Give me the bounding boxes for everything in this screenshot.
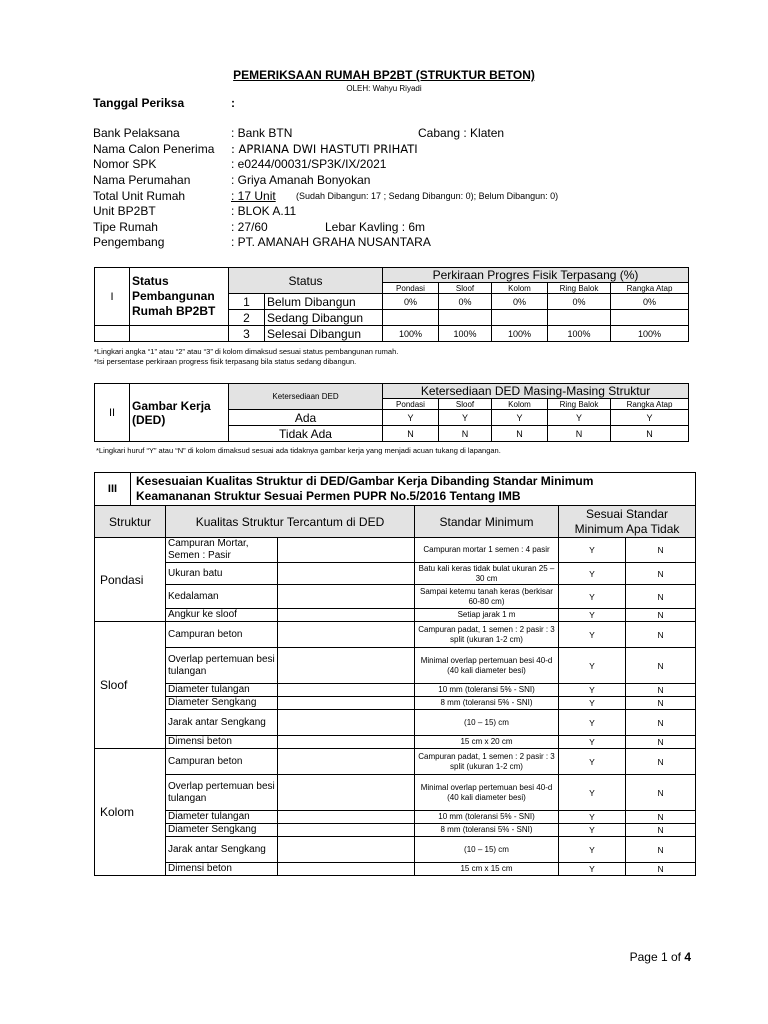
sesuai-option-y[interactable]: Y [559, 563, 626, 585]
total-unit-label: Total Unit Rumah [93, 189, 186, 203]
status-number[interactable]: 3 [229, 326, 265, 342]
struktur-group-pondasi: Pondasi [95, 538, 166, 622]
sesuai-option-y[interactable]: Y [559, 585, 626, 609]
kualitas-item-label: Campuran beton [166, 622, 278, 648]
pengembang-value: : PT. AMANAH GRAHA NUSANTARA [231, 235, 431, 249]
column-sloof: Sloof [439, 283, 492, 294]
sesuai-option-n[interactable]: N [626, 837, 696, 863]
page-title: PEMERIKSAAN RUMAH BP2BT (STRUKTUR BETON) [233, 68, 535, 82]
standar-minimum-value: Campuran padat, 1 semen : 2 pasir : 3 split (ukuran 1-2 cm) [415, 622, 559, 648]
standar-minimum-value: 15 cm x 15 cm [415, 863, 559, 876]
section-3-number: III [95, 473, 131, 506]
kualitas-item-label: Jarak antar Sengkang [166, 837, 278, 863]
kualitas-item-label: Angkur ke sloof [166, 609, 278, 622]
progress-cell[interactable] [383, 310, 439, 326]
standar-minimum-value: (10 – 15) cm [415, 837, 559, 863]
section-1-title: Status Pembangunan Rumah BP2BT [130, 268, 229, 326]
standar-minimum-value: 8 mm (toleransi 5% - SNI) [415, 697, 559, 710]
nomor-spk-value: : e0244/00031/SP3K/IX/2021 [231, 157, 387, 171]
status-label: Belum Dibangun [265, 294, 383, 310]
struktur-row [95, 609, 696, 622]
sesuai-option-y[interactable]: Y [559, 863, 626, 876]
progress-cell: 0% [439, 294, 492, 310]
ded-option[interactable]: N [492, 426, 548, 442]
column-pondasi: Pondasi [383, 399, 439, 410]
struktur-row [95, 563, 696, 585]
sesuai-option-y[interactable]: Y [559, 609, 626, 622]
kualitas-ded-input[interactable] [278, 563, 415, 585]
tanggal-periksa-label: Tanggal Periksa [93, 96, 185, 110]
ded-option[interactable]: Y [492, 410, 548, 426]
sesuai-option-y[interactable]: Y [559, 811, 626, 824]
sesuai-option-y[interactable]: Y [559, 837, 626, 863]
ded-option[interactable]: N [383, 426, 439, 442]
tipe-rumah-label: Tipe Rumah [93, 220, 158, 234]
struktur-row [95, 824, 696, 837]
kualitas-ded-input[interactable] [278, 837, 415, 863]
sesuai-option-n[interactable]: N [626, 736, 696, 749]
standar-minimum-value: Minimal overlap pertemuan besi 40-d (40 kali diameter besi) [415, 775, 559, 811]
kualitas-ded-input[interactable] [278, 684, 415, 697]
progress-cell[interactable] [611, 310, 689, 326]
kualitas-item-label: Campuran Mortar, Semen : Pasir [166, 538, 278, 563]
page-total: 4 [684, 950, 691, 964]
struktur-row [95, 538, 696, 563]
struktur-row [95, 811, 696, 824]
nama-perumahan-value: : Griya Amanah Bonyokan [231, 173, 371, 187]
section-3-title-line-1: Kesesuaian Kualitas Struktur di DED/Gambar Kerja Dibanding Standar Minimum [136, 474, 594, 488]
ded-option[interactable]: Y [383, 410, 439, 426]
ded-option[interactable]: Y [548, 410, 611, 426]
kualitas-header: Kualitas Struktur Tercantum di DED [166, 506, 415, 538]
sesuai-option-y[interactable]: Y [559, 684, 626, 697]
kualitas-ded-input[interactable] [278, 697, 415, 710]
unit-bp2bt-value: : BLOK A.11 [231, 204, 297, 218]
kualitas-ded-input[interactable] [278, 585, 415, 609]
kualitas-item-label: Campuran beton [166, 749, 278, 775]
sesuai-option-n[interactable]: N [626, 775, 696, 811]
progress-cell: 0% [492, 294, 548, 310]
standar-minimum-value: Batu kali keras tidak bulat ukuran 25 – 30 cm [415, 563, 559, 585]
sesuai-option-y[interactable]: Y [559, 749, 626, 775]
column-rangka-atap: Rangka Atap [611, 283, 689, 294]
ded-ada-label: Ada [229, 410, 383, 426]
page-number [630, 950, 691, 964]
status-number[interactable]: 2 [229, 310, 265, 326]
nomor-spk-label: Nomor SPK [93, 157, 157, 171]
tipe-rumah-value: : 27/60 [231, 220, 268, 234]
section-1-number: I [95, 268, 130, 326]
section-2-note: *Lingkari huruf “Y” atau “N” di kolom dimaksud sesuai ada tidaknya gambar kerja yang menjadi acuan tukang di lapangan. [96, 446, 501, 455]
status-pembangunan-table [94, 267, 689, 342]
ded-option[interactable]: Y [439, 410, 492, 426]
standar-minimum-value: Campuran padat, 1 semen : 2 pasir : 3 split (ukuran 1-2 cm) [415, 749, 559, 775]
sesuai-option-n[interactable]: N [626, 609, 696, 622]
column-pondasi: Pondasi [383, 283, 439, 294]
struktur-row [95, 697, 696, 710]
column-ring-balok: Ring Balok [548, 283, 611, 294]
struktur-row [95, 710, 696, 736]
section-1-note-2: *Isi persentase perkiraan progress fisik terpasang bila status sedang dibangun. [94, 357, 357, 366]
kualitas-ded-input[interactable] [278, 710, 415, 736]
ded-tidak-ada-label: Tidak Ada [229, 426, 383, 442]
kualitas-ded-input[interactable] [278, 824, 415, 837]
page-prefix: Page 1 of [629, 950, 685, 964]
section-2-title: Gambar Kerja (DED) [130, 384, 229, 442]
ded-option[interactable]: Y [611, 410, 689, 426]
kualitas-ded-input[interactable] [278, 749, 415, 775]
progress-cell: 100% [492, 326, 548, 342]
kualitas-ded-input[interactable] [278, 736, 415, 749]
sesuai-option-y[interactable]: Y [559, 775, 626, 811]
standar-minimum-value: 8 mm (toleransi 5% - SNI) [415, 824, 559, 837]
kualitas-item-label: Ukuran batu [166, 563, 278, 585]
section-1-note-1: *Lingkari angka “1” atau “2” atau “3” di kolom dimaksud sesuai status pembangunan rumah. [94, 347, 399, 356]
progress-cell[interactable] [492, 310, 548, 326]
progress-cell: 0% [383, 294, 439, 310]
sesuai-option-n[interactable]: N [626, 622, 696, 648]
bank-pelaksana-value: : Bank BTN [231, 126, 293, 140]
sesuai-option-n[interactable]: N [626, 811, 696, 824]
standar-minimum-value: 15 cm x 20 cm [415, 736, 559, 749]
ded-option[interactable]: N [548, 426, 611, 442]
gambar-kerja-table [94, 383, 689, 442]
lebar-kavling-value: Lebar Kavling : 6m [325, 220, 426, 234]
struktur-row [95, 648, 696, 684]
sesuai-option-y[interactable]: Y [559, 710, 626, 736]
unit-bp2bt-label: Unit BP2BT [93, 204, 156, 218]
struktur-row [95, 736, 696, 749]
struktur-row [95, 585, 696, 609]
column-sloof: Sloof [439, 399, 492, 410]
progress-cell: 100% [439, 326, 492, 342]
sesuai-option-y[interactable]: Y [559, 538, 626, 563]
kualitas-ded-input[interactable] [278, 538, 415, 563]
progress-cell: 100% [383, 326, 439, 342]
kualitas-item-label: Diameter tulangan [166, 811, 278, 824]
struktur-row [95, 863, 696, 876]
struktur-row [95, 837, 696, 863]
struktur-group-sloof: Sloof [95, 622, 166, 749]
bank-pelaksana-label: Bank Pelaksana [93, 126, 180, 140]
column-kolom: Kolom [492, 283, 548, 294]
kualitas-item-label: Diameter tulangan [166, 684, 278, 697]
ded-option[interactable]: N [439, 426, 492, 442]
struktur-group-kolom: Kolom [95, 749, 166, 876]
sesuai-option-y[interactable]: Y [559, 736, 626, 749]
ded-header: Ketersediaan DED [229, 384, 383, 410]
struktur-row [95, 775, 696, 811]
progress-cell[interactable] [548, 310, 611, 326]
total-unit-value: : 17 Unit [231, 189, 276, 203]
nama-calon-penerima-label: Nama Calon Penerima [93, 142, 215, 156]
sesuai-option-n[interactable]: N [626, 749, 696, 775]
progress-cell: 100% [548, 326, 611, 342]
status-label: Selesai Dibangun [265, 326, 383, 342]
sesuai-option-y[interactable]: Y [559, 622, 626, 648]
struktur-header: Struktur [95, 506, 166, 538]
kualitas-ded-input[interactable] [278, 863, 415, 876]
ded-struktur-header: Ketersediaan DED Masing-Masing Struktur [383, 384, 689, 399]
sesuai-option-n[interactable]: N [626, 824, 696, 837]
struktur-row [95, 749, 696, 775]
standar-minimum-value: Campuran mortar 1 semen : 4 pasir [415, 538, 559, 563]
standar-minimum-value: Setiap jarak 1 m [415, 609, 559, 622]
sesuai-option-n[interactable]: N [626, 863, 696, 876]
section-2-number: II [95, 384, 130, 442]
kualitas-ded-input[interactable] [278, 648, 415, 684]
nama-perumahan-label: Nama Perumahan [93, 173, 191, 187]
pengembang-label: Pengembang [93, 235, 165, 249]
kualitas-item-label: Diameter Sengkang [166, 697, 278, 710]
progress-cell: 0% [611, 294, 689, 310]
sesuai-option-n[interactable]: N [626, 585, 696, 609]
sesuai-option-n[interactable]: N [626, 697, 696, 710]
sesuai-option-n[interactable]: N [626, 648, 696, 684]
sesuai-option-y[interactable]: Y [559, 648, 626, 684]
kualitas-item-label: Overlap pertemuan besi tulangan [166, 648, 278, 684]
kualitas-item-label: Diameter Sengkang [166, 824, 278, 837]
ded-option[interactable]: N [611, 426, 689, 442]
total-unit-detail: (Sudah Dibangun: 17 ; Sedang Dibangun: 0); Belum Dibangun: 0) [296, 191, 559, 201]
section-3-title-line-2: Keamananan Struktur Sesuai Permen PUPR No.5/2016 Tentang IMB [136, 489, 521, 503]
kualitas-struktur-table [94, 472, 696, 876]
standar-minimum-value: Sampai ketemu tanah keras (berkisar 60-80 cm) [415, 585, 559, 609]
standar-minimum-value: 10 mm (toleransi 5% - SNI) [415, 684, 559, 697]
progress-cell: 100% [611, 326, 689, 342]
column-ring-balok: Ring Balok [548, 399, 611, 410]
kualitas-ded-input[interactable] [278, 811, 415, 824]
standar-minimum-value: Minimal overlap pertemuan besi 40-d (40 kali diameter besi) [415, 648, 559, 684]
kualitas-ded-input[interactable] [278, 622, 415, 648]
kualitas-item-label: Dimensi beton [166, 863, 278, 876]
status-label: Sedang Dibangun [265, 310, 383, 326]
struktur-row [95, 684, 696, 697]
status-header: Status [229, 268, 383, 294]
sesuai-option-n[interactable]: N [626, 563, 696, 585]
nama-calon-penerima-value: : APRIANA DWI HASTUTI PRIHATI [231, 142, 418, 156]
standar-minimum-value: 10 mm (toleransi 5% - SNI) [415, 811, 559, 824]
tanggal-periksa-value: : [231, 96, 235, 110]
sesuai-option-n[interactable]: N [626, 684, 696, 697]
kualitas-item-label: Jarak antar Sengkang [166, 710, 278, 736]
column-rangka-atap: Rangka Atap [611, 399, 689, 410]
status-number[interactable]: 1 [229, 294, 265, 310]
cabang-value: Cabang : Klaten [418, 126, 505, 140]
struktur-row [95, 622, 696, 648]
standar-minimum-value: (10 – 15) cm [415, 710, 559, 736]
progress-header: Perkiraan Progres Fisik Terpasang (%) [383, 268, 689, 283]
sesuai-option-y[interactable]: Y [559, 697, 626, 710]
kualitas-item-label: Overlap pertemuan besi tulangan [166, 775, 278, 811]
kualitas-ded-input[interactable] [278, 609, 415, 622]
page-author: OLEH: Wahyu Riyadi [346, 84, 422, 93]
sesuai-option-n[interactable]: N [626, 710, 696, 736]
progress-cell[interactable] [439, 310, 492, 326]
sesuai-option-y[interactable]: Y [559, 824, 626, 837]
sesuai-header: Sesuai Standar Minimum Apa Tidak [559, 506, 696, 538]
progress-cell: 0% [548, 294, 611, 310]
kualitas-item-label: Kedalaman [166, 585, 278, 609]
sesuai-option-n[interactable]: N [626, 538, 696, 563]
column-kolom: Kolom [492, 399, 548, 410]
standar-header: Standar Minimum [415, 506, 559, 538]
kualitas-item-label: Dimensi beton [166, 736, 278, 749]
kualitas-ded-input[interactable] [278, 775, 415, 811]
